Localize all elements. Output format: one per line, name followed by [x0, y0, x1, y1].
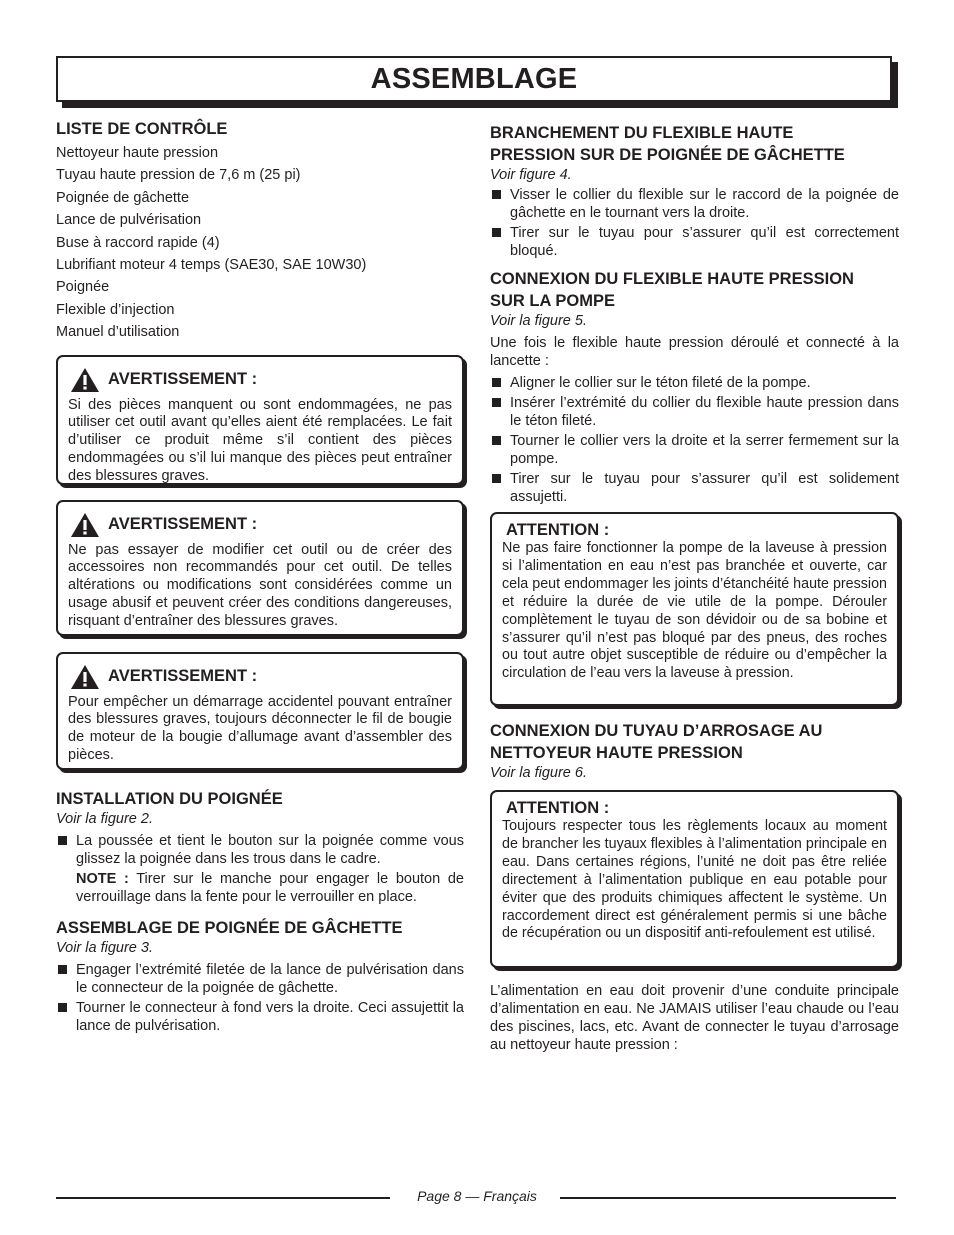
square-bullet-icon: [58, 836, 67, 845]
installation-list: [56, 832, 464, 868]
hose-handle-heading: BRANCHEMENT DU FLEXIBLE HAUTE PRESSION SUR DE POIGNÉE DE GÂCHETTE: [490, 124, 845, 164]
hose-handle-figure-ref: Voir figure 4.: [490, 167, 572, 183]
hose-pump-figure-ref: Voir la figure 5.: [490, 313, 587, 329]
warning-header: [70, 367, 452, 393]
checklist-item: Poignée de gâchette: [56, 189, 190, 206]
list-item: Tirer sur le tuyau pour s’assurer qu’il est correctement bloqué.: [490, 224, 899, 260]
trigger-assembly-figure-ref: Voir la figure 3.: [56, 939, 153, 956]
checklist-item: Manuel d’utilisation: [56, 324, 180, 341]
warning-box: [56, 355, 464, 485]
square-bullet-icon: [492, 398, 501, 407]
list-item: Engager l’extrémité filetée de la lance de pulvérisation dans le connecteur de la poignée de gâchette.: [56, 961, 464, 997]
page-title-box: [56, 56, 892, 102]
attention-box: [490, 790, 899, 968]
installation-figure-ref: Voir la figure 2.: [56, 810, 153, 827]
attention-title: ATTENTION :: [506, 521, 610, 539]
checklist-item: Nettoyeur haute pression: [56, 145, 219, 161]
water-supply-text: L’alimentation en eau doit provenir d’une conduite principale d’alimentation en eau. Ne JAMAIS utiliser l’eau chaude ou l’eau des piscines, lacs, etc. Avant de connecter le tuyau d’arrosage au nettoyeur haute pression :: [490, 983, 899, 1053]
warning-title: AVERTISSEMENT :: [108, 667, 258, 686]
attention-box: [490, 512, 899, 706]
trigger-assembly-heading: ASSEMBLAGE DE POIGNÉE DE GÂCHETTE: [56, 918, 403, 937]
right-column: [490, 122, 899, 1054]
footer-page-label: Page 8 — Français: [417, 1188, 537, 1204]
warning-box: [56, 652, 464, 770]
list-item: Tirer sur le tuyau pour s’assurer qu’il est solidement assujetti.: [490, 470, 899, 506]
left-column: [56, 118, 464, 1037]
square-bullet-icon: [492, 474, 501, 483]
checklist-item: Buse à raccord rapide (4): [56, 234, 220, 251]
square-bullet-icon: [492, 190, 501, 199]
list-item: Insérer l’extrémité du collier du flexible haute pression dans le téton fileté.: [490, 394, 899, 430]
page-title: ASSEMBLAGE: [370, 63, 578, 95]
checklist-item: Poignée: [56, 279, 110, 296]
warning-header: [70, 512, 452, 538]
hose-handle-list: [490, 186, 899, 260]
square-bullet-icon: [492, 436, 501, 445]
attention-text: Toujours respecter tous les règlements locaux au moment de brancher les tuyaux flexibles à l’alimentation principale en eau. Dans certaines régions, l’unité ne doit pas être reliée directement à l’alimentation publique en eau potable pour éviter que des produits chimiques affectent le système. Un raccordement direct est généralement permis si une bâche de récupération ou un dispositif anti-refoulement est utilisé.: [502, 818, 887, 942]
attention-text: Ne pas faire fonctionner la pompe de la laveuse à pression si l’alimentation en eau n’est pas branchée et ouverte, car cela peut endommager les joints d’étanchéité haute pression et réduire la durée de vie utile de la pompe. Dérouler complètement le tuyau de son dévidoir ou de sa bobine et s’assurer qu’il n’est pas bloqué par des pneus, des roches ou tout autre objet susceptible de réduire ou d’empêcher la circulation de l’eau vers la laveuse à pression.: [502, 540, 887, 682]
garden-hose-figure-ref: Voir la figure 6.: [490, 765, 587, 781]
checklist-item: Lance de pulvérisation: [56, 212, 202, 229]
hose-pump-intro: Une fois le flexible haute pression déroulé et connecté à la lancette :: [490, 335, 899, 369]
hose-pump-heading: CONNEXION DU FLEXIBLE HAUTE PRESSION SUR LA POMPE: [490, 270, 854, 310]
warning-text: Si des pièces manquent ou sont endommagées, ne pas utiliser cet outil avant qu’elles aient été remplacées. Le fait d’utiliser ce produit même s’il contient des pièces endommagées ou s’il lui manque des pièces peut entraîner des blessures graves.: [68, 396, 452, 484]
installation-note: [56, 870, 464, 906]
checklist-item: Flexible d’injection: [56, 301, 175, 318]
note-label: NOTE :: [76, 870, 129, 887]
square-bullet-icon: [58, 1003, 67, 1012]
checklist: [56, 142, 464, 344]
list-item: Aligner le collier sur le téton fileté de la pompe.: [490, 374, 899, 392]
warning-title: AVERTISSEMENT :: [108, 515, 258, 534]
warning-box: [56, 500, 464, 636]
hose-pump-list: [490, 374, 899, 506]
warning-triangle-icon: [70, 664, 100, 690]
warning-header: [70, 664, 452, 690]
note-text: Tirer sur le manche pour engager le bouton de verrouillage dans la fente pour le verrouiller en place.: [76, 870, 464, 905]
warning-text: Ne pas essayer de modifier cet outil ou de créer des accessoires non recommandés pour cet outil. De telles altérations ou modifications sont considérées comme un usage abusif et peuvent créer des conditions dangereuses, risquant d’entraîner des blessures graves.: [68, 541, 452, 629]
installation-heading: INSTALLATION DU POIGNÉE: [56, 789, 283, 808]
checklist-heading: LISTE DE CONTRÔLE: [56, 120, 228, 138]
warning-text: Pour empêcher un démarrage accidentel pouvant entraîner des blessures graves, toujours déconnecter le fil de bougie de moteur de la bougie d’allumage avant d’assembler des pièces.: [68, 693, 452, 764]
square-bullet-icon: [492, 378, 501, 387]
attention-title: ATTENTION :: [506, 799, 610, 817]
trigger-assembly-list: [56, 961, 464, 1035]
checklist-item: Lubrifiant moteur 4 temps (SAE30, SAE 10W30): [56, 257, 367, 274]
checklist-item: Tuyau haute pression de 7,6 m (25 pi): [56, 167, 301, 184]
list-item: Visser le collier du flexible sur le raccord de la poignée de gâchette en le tournant vers la droite.: [490, 186, 899, 222]
list-item: Tourner le collier vers la droite et la serrer fermement sur la pompe.: [490, 432, 899, 468]
warning-triangle-icon: [70, 367, 100, 393]
warning-triangle-icon: [70, 512, 100, 538]
list-item: La poussée et tient le bouton sur la poignée comme vous glissez la poignée dans les trous dans le cadre.: [56, 832, 464, 868]
garden-hose-heading: CONNEXION DU TUYAU D’ARROSAGE AU NETTOYEUR HAUTE PRESSION: [490, 722, 823, 762]
square-bullet-icon: [492, 228, 501, 237]
square-bullet-icon: [58, 965, 67, 974]
warning-title: AVERTISSEMENT :: [108, 370, 258, 389]
list-item: Tourner le connecteur à fond vers la droite. Ceci assujettit la lance de pulvérisation.: [56, 999, 464, 1035]
